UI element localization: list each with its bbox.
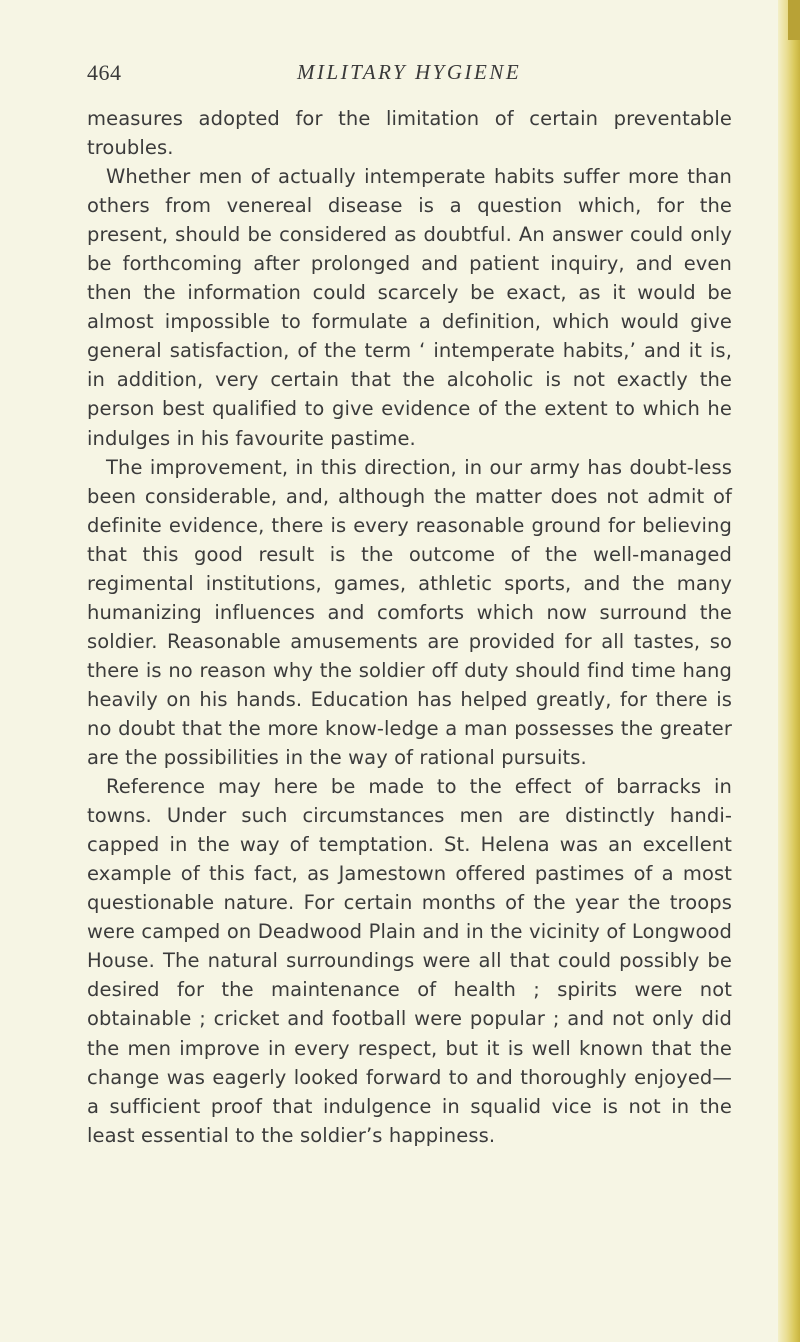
page-header <box>87 60 727 90</box>
page-edge-shadow <box>778 0 800 1342</box>
page-edge-corner <box>788 0 800 40</box>
paragraph-intemperate-habits: Whether men of actually intemperate habits suffer more than others from venereal disease is a question which, for the present, should be considered as doubtful. An answer could only be forthcoming after prolonged and patient inquiry, and even then the information could scarcely be exact, as it would be almost impossible to formulate a definition, which would give general satisfaction, of the term ‘ intemperate habits,’ and it is, in addition, very certain that the alcoholic is not exactly the person best qualified to give evidence of the extent to which he indulges in his favourite pastime. <box>87 165 732 450</box>
paragraph-barracks-in-towns: Reference may here be made to the effect of barracks in towns. Under such circumstances men are distinctly handi-capped in the way of temptation. St. Helena was an excellent example of this fact, as Jamestown offered pastimes of a most questionable nature. For certain months of the year the troops were camped on Deadwood Plain and in the vicinity of Longwood House. The natural surroundings were all that could possibly be desired for the maintenance of health ; spirits were not obtainable ; cricket and football were popular ; and not only did the men improve in every respect, but it is well known that the change was eagerly looked forward to and thoroughly enjoyed—a sufficient proof that indulgence in squalid vice is not in the least essential to the soldier’s happiness. <box>87 775 732 1147</box>
paragraph-continuation: measures adopted for the limitation of certain preventable troubles. <box>87 107 732 160</box>
paragraph-army-improvement: The improvement, in this direction, in our army has doubt-less been considerable, and, although the matter does not admit of definite evidence, there is every reasonable ground for believing that this good result is the outcome of the well-managed regimental institutions, games, athletic sports, and the many humanizing influences and comforts which now surround the soldier. Reasonable amusements are provided for all tastes, so there is no reason why the soldier off duty should find time hang heavily on his hands. Education has helped greatly, for there is no doubt that the more know-ledge a man possesses the greater are the possibilities in the way of rational pursuits. <box>87 455 732 770</box>
page-number: 464 <box>87 60 122 85</box>
running-head: MILITARY HYGIENE <box>297 60 522 84</box>
body-text <box>87 104 732 1150</box>
